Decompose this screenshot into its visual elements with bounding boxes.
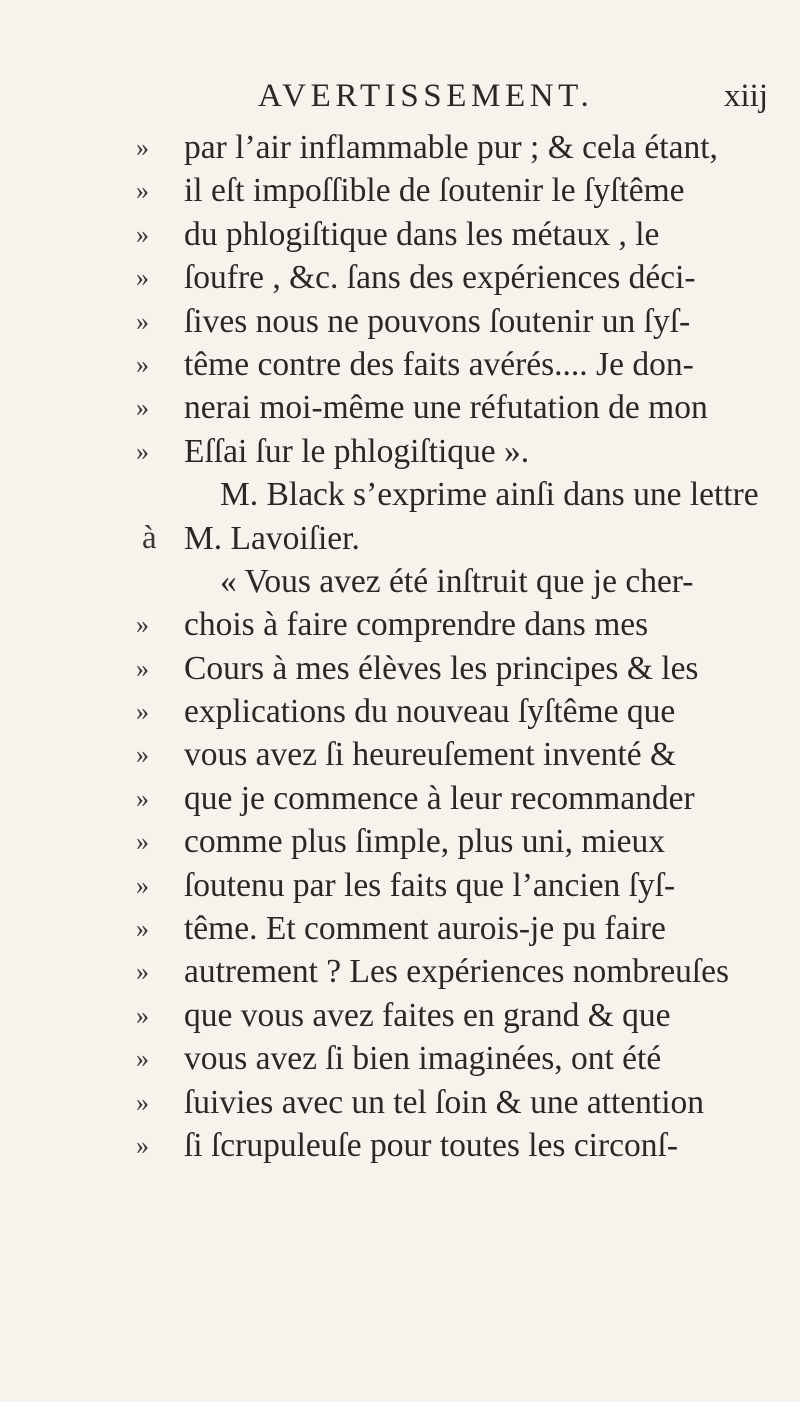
line-text: ſives nous ne pouvons ſoutenir un ſyſ-	[184, 302, 691, 340]
line-text: comme plus ſimple, plus uni, mieux	[184, 823, 666, 861]
line-text: chois à faire comprendre dans mes	[184, 606, 649, 644]
running-header	[258, 78, 768, 126]
text-line	[0, 517, 800, 560]
line-text: nerai moi-même une réfutation de mon	[184, 389, 708, 427]
quote-marker: »	[136, 957, 149, 987]
line-text: par l’air inflammable pur ; & cela étant,	[184, 129, 718, 166]
quote-marker: »	[136, 436, 149, 466]
text-line	[0, 256, 800, 299]
quote-marker: »	[136, 870, 149, 900]
line-text: Eſſai ſur le phlogiſtique ».	[184, 432, 530, 470]
quote-marker: »	[136, 176, 149, 206]
body-text	[0, 126, 800, 1167]
quote-marker: »	[136, 653, 149, 683]
quote-marker: »	[136, 914, 149, 944]
page-number: xiij	[723, 78, 768, 114]
line-text: que je commence à leur recommander	[184, 779, 695, 817]
text-line	[0, 994, 800, 1037]
line-text: tême contre des faits avérés.... Je don-	[184, 345, 694, 383]
text-line	[0, 603, 800, 646]
quote-marker: »	[136, 1000, 149, 1030]
line-text: vous avez ſi heureuſement inventé &	[184, 736, 677, 774]
quote-marker: »	[136, 1130, 149, 1160]
text-line	[0, 1081, 800, 1124]
text-line	[0, 343, 800, 386]
quote-marker: »	[136, 1087, 149, 1117]
line-text: M. Lavoiſier.	[184, 519, 360, 557]
line-text: ſoufre , &c. ſans des expériences déci-	[184, 259, 696, 297]
text-line	[0, 777, 800, 820]
text-line	[0, 1037, 800, 1080]
line-text: autrement ? Les expériences nombreuſes	[184, 953, 730, 991]
quote-marker: »	[136, 306, 149, 336]
line-text: M. Black s’exprime ainſi dans une lettre	[220, 476, 759, 514]
text-line	[0, 864, 800, 907]
quote-marker: »	[136, 1044, 149, 1074]
text-line	[0, 473, 800, 516]
line-text: Cours à mes élèves les principes & les	[184, 649, 699, 687]
text-line	[0, 430, 800, 473]
header-title: AVERTISSEMENT.	[258, 78, 594, 114]
line-text: du phlogiſtique dans les métaux , le	[184, 215, 660, 253]
quote-marker: »	[136, 263, 149, 293]
line-text: que vous avez faites en grand & que	[184, 996, 671, 1034]
text-line	[0, 169, 800, 212]
quote-marker: »	[136, 219, 149, 249]
line-text: ſuivies avec un tel ſoin & une attention	[184, 1083, 705, 1121]
quote-marker: »	[136, 697, 149, 727]
quote-marker: »	[136, 783, 149, 813]
quote-marker: »	[136, 349, 149, 379]
line-text: il eſt impoſſible de ſoutenir le ſyſtême	[184, 172, 685, 210]
text-line	[0, 560, 800, 603]
text-line	[0, 733, 800, 776]
text-line	[0, 300, 800, 343]
line-text: explications du nouveau ſyſtême que	[184, 693, 676, 731]
line-text: ſi ſcrupuleuſe pour toutes les circonſ-	[184, 1126, 678, 1164]
line-text: tême. Et comment aurois-je pu faire	[184, 910, 666, 948]
quote-marker: »	[136, 827, 149, 857]
quote-marker: »	[136, 740, 149, 770]
quote-marker: à	[142, 519, 157, 556]
text-line	[0, 820, 800, 863]
text-line	[0, 690, 800, 733]
text-line	[0, 647, 800, 690]
text-line	[0, 950, 800, 993]
quote-marker: »	[136, 393, 149, 423]
text-line	[0, 907, 800, 950]
text-line	[0, 213, 800, 256]
quote-marker: »	[136, 610, 149, 640]
text-line	[0, 386, 800, 429]
line-text: vous avez ſi bien imaginées, ont été	[184, 1040, 662, 1078]
quote-marker: »	[136, 133, 149, 162]
text-line	[0, 1124, 800, 1167]
line-text: « Vous avez été inſtruit que je cher-	[220, 562, 694, 600]
line-text: ſoutenu par les faits que l’ancien ſyſ-	[184, 866, 676, 904]
text-line	[0, 126, 800, 169]
